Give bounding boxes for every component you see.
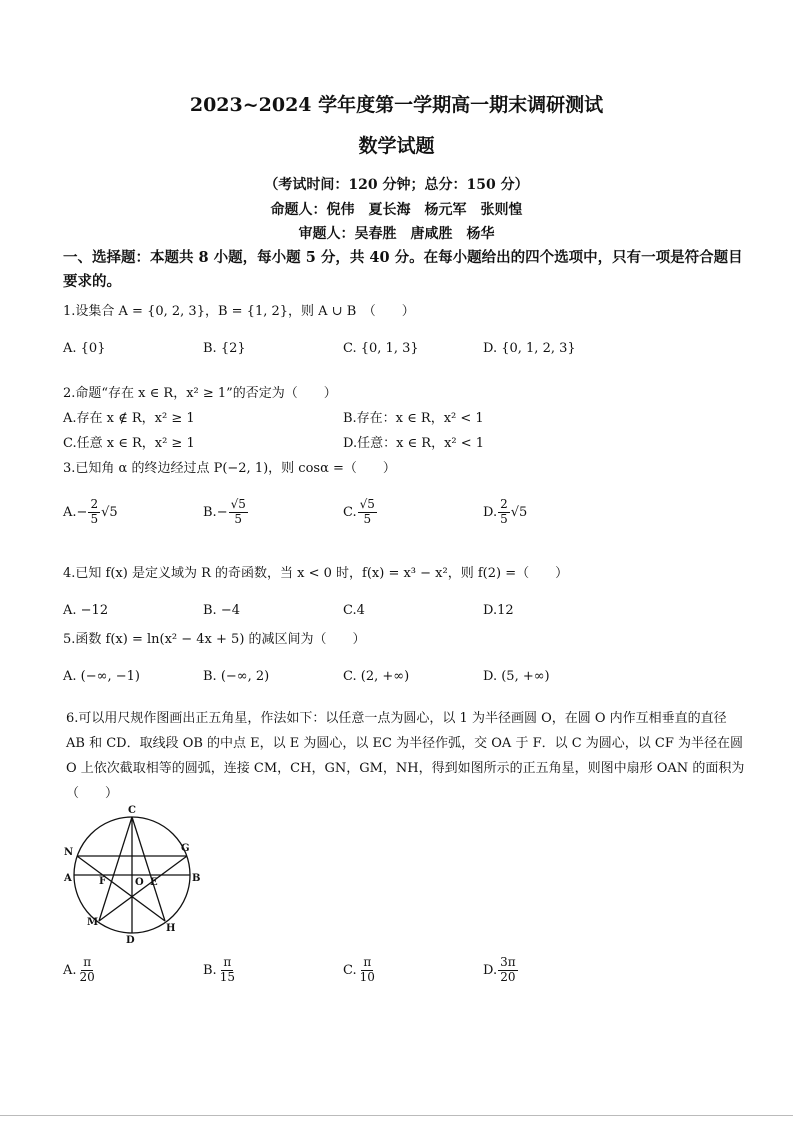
q3-b-label: B. — [203, 504, 217, 520]
q3-d-tail: √5 — [510, 504, 528, 520]
q6-d-denominator: 20 — [500, 969, 516, 984]
label-f: F — [99, 876, 107, 887]
q5-stem: 5.函数 f(x) = ln(x² − 4x + 5) 的减区间为（ ） — [63, 632, 366, 647]
q3-a-tail: √5 — [101, 504, 118, 520]
segment-nh — [77, 856, 165, 921]
q6-b-denominator: 15 — [219, 969, 235, 984]
q4-option-d: D.12 — [483, 603, 514, 618]
label-g: G — [181, 843, 190, 854]
q3-c-fraction — [358, 498, 377, 527]
q6-c-label: C. — [343, 962, 357, 978]
q5-option-a: A. (−∞, −1) — [63, 669, 140, 684]
q4-option-c: C.4 — [343, 603, 365, 618]
q3-c-denominator: 5 — [363, 511, 372, 526]
exam-info: （考试时间：120 分钟；总分：150 分） — [264, 177, 529, 193]
q6-a-label: A. — [63, 962, 77, 978]
q2-stem: 2.命题“存在 x ∈ R，x² ≥ 1”的否定为（ ） — [63, 386, 337, 401]
label-e: E — [150, 877, 158, 888]
q3-a-denominator: 5 — [90, 511, 99, 526]
proposers: 命题人：倪伟 夏长海 杨元军 张则惶 — [270, 202, 523, 218]
q1-option-c: C. {0, 1, 3} — [343, 341, 419, 356]
q3-d-denominator: 5 — [500, 511, 508, 526]
q3-c-numerator: √5 — [359, 497, 375, 511]
q6-option-b — [203, 956, 238, 985]
q3-b-numerator: √5 — [230, 497, 246, 511]
q4-option-a: A. −12 — [63, 603, 109, 618]
q1-option-a: A. {0} — [63, 341, 106, 356]
q1-option-b: B. {2} — [203, 341, 246, 356]
q3-d-numerator: 2 — [500, 497, 508, 511]
pentagram-figure — [62, 803, 202, 943]
q5-option-b: B. (−∞, 2) — [203, 669, 270, 684]
q3-stem: 3.已知角 α 的终边经过点 P(−2, 1)，则 cosα =（ ） — [63, 461, 396, 476]
q6-d-fraction — [498, 956, 518, 985]
q3-b-fraction — [229, 498, 248, 527]
label-m: M — [87, 917, 99, 928]
q6-a-fraction — [78, 956, 97, 985]
q3-b-sign: − — [216, 504, 228, 520]
label-n: N — [64, 847, 74, 858]
q6-c-fraction — [358, 956, 377, 985]
q4-stem: 4.已知 f(x) 是定义域为 R 的奇函数，当 x < 0 时，f(x) = x³ − x²，则 f(2) =（ ） — [63, 566, 569, 581]
q3-a-numerator: 2 — [90, 497, 99, 511]
q6-d-numerator: 3π — [500, 955, 516, 969]
q3-a-label: A. — [63, 504, 77, 520]
q2-option-c: C.任意 x ∈ R，x² ≥ 1 — [63, 436, 195, 451]
section-heading: 一、选择题：本题共 8 小题，每小题 5 分，共 40 分。在每小题给出的四个选项中，只有一项是符合题目要求的。 — [63, 249, 743, 290]
q3-option-c — [343, 498, 378, 527]
q3-d-label: D. — [483, 504, 498, 520]
q3-a-sign: − — [76, 504, 88, 520]
q2-option-d: D.任意：x ∈ R，x² < 1 — [343, 436, 485, 451]
q6-stem: 6.可以用尺规作图画出正五角星，作法如下：以任意一点为圆心，以 1 为半径画圆 O，在圆 O 内作互相垂直的直径 AB 和 CD．取线段 OB 的中点 E，以 E 为圆心，以 EC 为半径作弧，交 OA 于 F．以 C 为圆心，以 CF 为半径在圆 O 上依次截取相等的圆弧，连接 CM，CH，GN，GM，NH，得到如图所示的正五角星，则图中扇形 OAN 的面积为（ ） — [66, 711, 745, 801]
q6-c-denominator: 10 — [359, 969, 375, 984]
label-b: B — [192, 873, 201, 884]
segment-cm — [99, 817, 132, 921]
reviewers: 审题人：吴春胜 唐咸胜 杨华 — [298, 226, 495, 242]
q3-b-denominator: 5 — [234, 511, 243, 526]
q2-option-b: B.存在：x ∈ R，x² < 1 — [343, 411, 484, 426]
q6-option-c — [343, 956, 378, 985]
q3-a-fraction — [88, 498, 100, 527]
q6-option-d — [483, 956, 519, 985]
label-o: O — [135, 877, 144, 888]
q6-a-numerator: π — [83, 955, 92, 969]
exam-title: 2023~2024 学年度第一学期高一期末调研测试 — [189, 94, 604, 116]
q4-option-b: B. −4 — [203, 603, 240, 618]
label-d: D — [126, 935, 135, 943]
label-a: A — [64, 873, 72, 884]
q3-d-fraction — [498, 498, 510, 527]
q6-b-numerator: π — [223, 955, 232, 969]
q3-option-d — [483, 498, 527, 527]
q3-option-a — [63, 498, 118, 527]
q5-option-d: D. (5, +∞) — [483, 669, 550, 684]
q3-option-b — [203, 498, 249, 527]
q6-option-a — [63, 956, 98, 985]
exam-subtitle: 数学试题 — [358, 135, 435, 157]
label-h: H — [166, 923, 176, 934]
segment-ch — [132, 817, 165, 921]
label-c: C — [128, 805, 136, 816]
q2-option-a: A.存在 x ∉ R，x² ≥ 1 — [63, 411, 195, 426]
page-bottom-rule — [0, 1115, 793, 1116]
q6-a-denominator: 20 — [79, 969, 95, 984]
q6-b-label: B. — [203, 962, 217, 978]
q6-b-fraction — [218, 956, 237, 985]
q3-c-label: C. — [343, 504, 357, 520]
q1-stem: 1.设集合 A = {0, 2, 3}，B = {1, 2}，则 A ∪ B （ ） — [63, 304, 415, 319]
q5-option-c: C. (2, +∞) — [343, 669, 410, 684]
segment-gm — [99, 856, 187, 921]
q1-option-d: D. {0, 1, 2, 3} — [483, 341, 576, 356]
q6-c-numerator: π — [363, 955, 372, 969]
q6-d-label: D. — [483, 962, 498, 978]
